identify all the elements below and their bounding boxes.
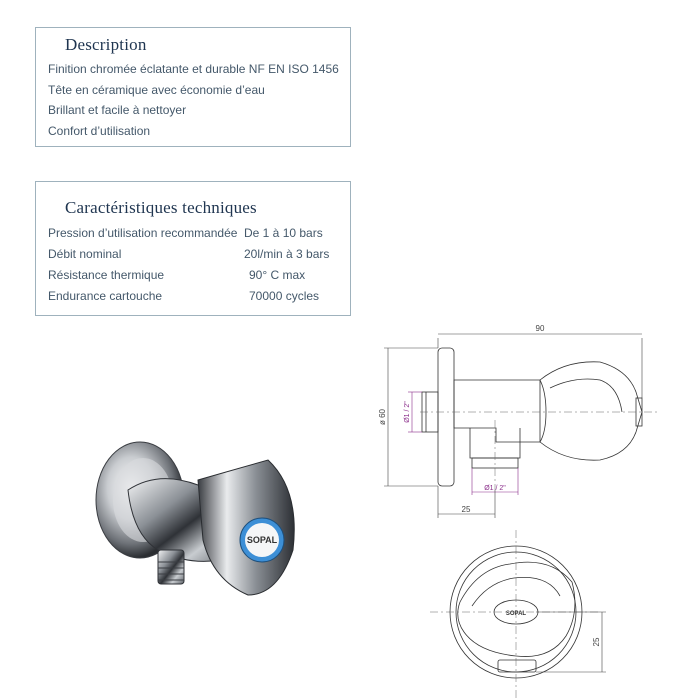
table-row <box>48 243 329 264</box>
description-item: Confort d’utilisation <box>48 123 151 138</box>
specs-title: Caractéristiques techniques <box>65 198 257 217</box>
outlet-shape <box>158 550 184 584</box>
side-handle-shape <box>540 362 642 460</box>
description-item: Tête en céramique avec économie d’eau <box>48 82 265 97</box>
table-row <box>48 264 329 285</box>
table-row <box>48 285 329 306</box>
spec-value: 90° C max <box>249 267 306 282</box>
dim-length-label: 90 <box>535 324 545 333</box>
side-wallplate-shape <box>438 348 454 486</box>
dim-offset-label: 25 <box>461 505 471 514</box>
spec-value: 20l/min à 3 bars <box>244 246 330 261</box>
spec-value: 70000 cycles <box>249 288 320 303</box>
description-item: Brillant et facile à nettoyer <box>48 103 187 117</box>
description-item: Finition chromée éclatante et durable NF EN ISO 1456 <box>48 62 339 76</box>
specs-table <box>48 222 329 306</box>
spec-value: De 1 à 10 bars <box>244 225 323 240</box>
spec-label: Pression d’utilisation recommandée <box>48 225 238 240</box>
front-handle-shape <box>458 562 575 656</box>
table-row <box>48 222 329 243</box>
spec-label: Endurance cartouche <box>48 288 163 303</box>
description-title: Description <box>65 35 147 54</box>
spec-label: Résistance thermique <box>48 267 165 282</box>
description-list <box>48 59 339 141</box>
spec-label: Débit nominal <box>48 246 122 261</box>
brand-badge-text: SOPAL <box>246 535 278 545</box>
description-panel <box>35 27 351 147</box>
specs-panel <box>35 181 351 316</box>
dim-thread-vertical-label: Ø1 / 2" <box>404 401 411 423</box>
dim-offset-front-label: 25 <box>592 637 601 647</box>
product-photo <box>88 430 328 610</box>
dim-thread-outlet-label: Ø1 / 2" <box>484 485 506 492</box>
dim-diameter-label: ø 60 <box>378 408 387 426</box>
technical-drawing <box>360 320 700 700</box>
side-body-shape <box>454 380 546 442</box>
front-brand-text: SOPAL <box>505 611 527 617</box>
